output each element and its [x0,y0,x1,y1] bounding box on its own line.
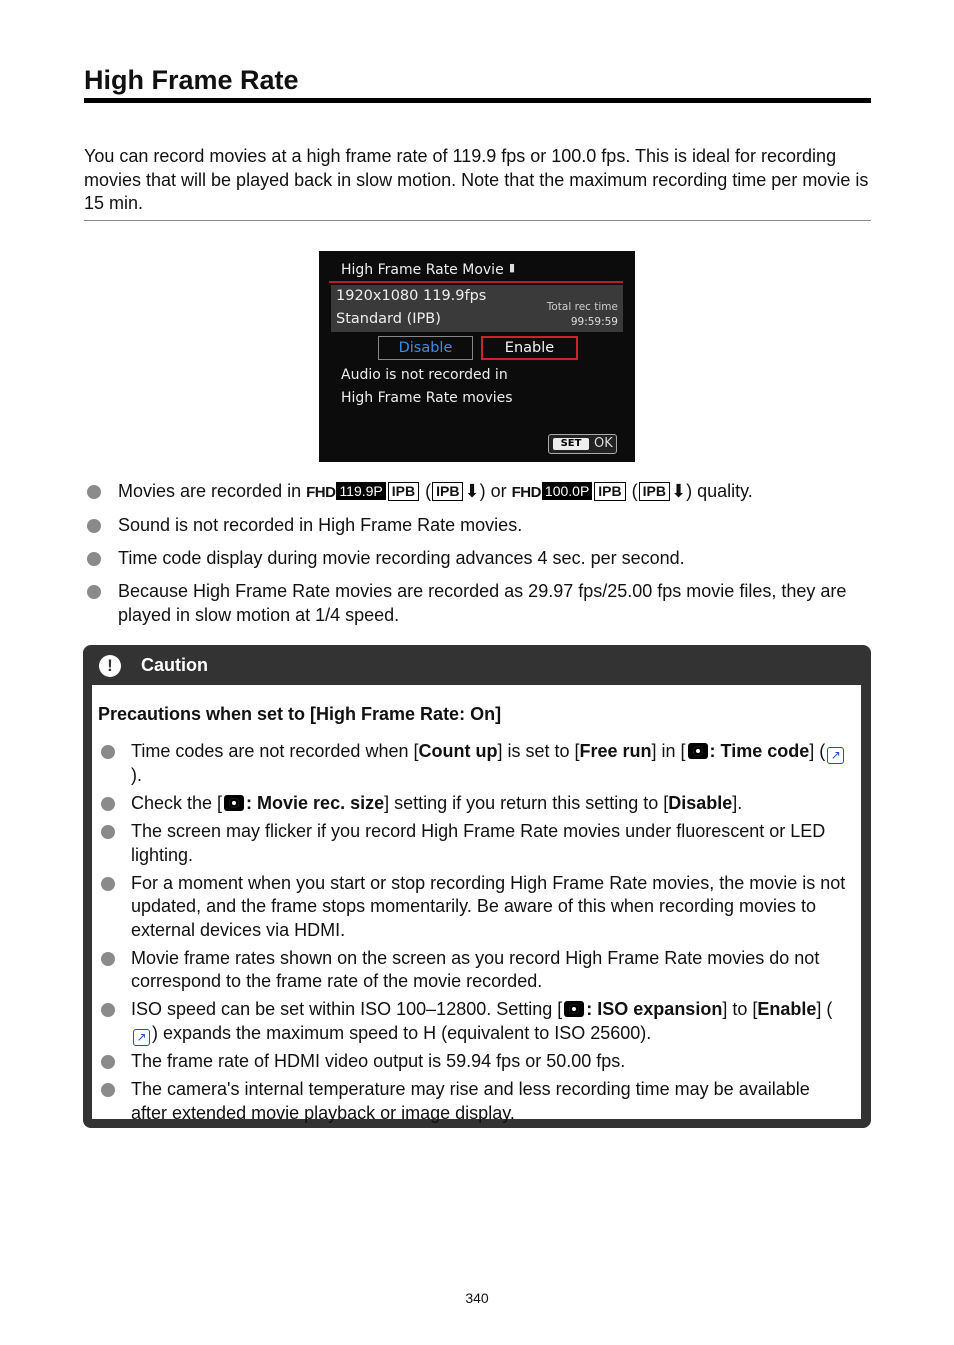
text: The camera's internal temperature may rise and less recording time may be available after extended movie playback or image display. [131,1079,810,1123]
caution-title: Caution [141,655,208,675]
disable-label: Disable [668,793,733,813]
caution-header [83,645,871,685]
bullet-icon [87,585,101,599]
download-icon: ⬇ [670,481,687,501]
caution-body [92,685,861,1123]
text: ] ( [816,999,833,1019]
title-rule [84,98,871,103]
camera-settings-icon [564,1001,584,1017]
set-ok-button[interactable] [548,434,617,454]
ok-label: OK [594,436,613,451]
text: ]. [732,793,743,813]
screen-info-panel [331,285,623,332]
text: Check the [ [131,793,223,813]
page-number: 340 [465,1290,489,1306]
count-up-label: Count up [418,741,498,761]
iso-expansion-label: : ISO expansion [586,999,723,1019]
list-item [98,998,848,1046]
list-item: Movies are recorded in FHD 119.9P IPB ( IPB ⬇) or FHD 100.0P IPB ( IPB ⬇) quality. [84,480,870,505]
caution-box [83,645,871,1128]
list-item [98,872,848,943]
ipb-light-icon: IPB [432,482,463,501]
feature-list [84,480,870,637]
movie-rec-size-label: : Movie rec. size [246,793,385,813]
intro-rule [84,220,871,221]
bullet-icon [101,1003,115,1017]
framerate-100-icon: 100.0P [542,482,592,500]
bullet-icon [101,797,115,811]
text: ). [131,765,142,785]
bullet-icon [87,485,101,499]
header-underline [329,281,623,283]
text: Movie frame rates shown on the screen as you record High Frame Rate movies do not correspond to the frame rate of the movie recorded. [131,947,820,991]
total-rec-value: 99:59:59 [570,316,618,328]
bullet-text: Movies are recorded in [118,481,302,501]
camera-icon [224,795,244,811]
bullet-text: Because High Frame Rate movies are recorded as 29.97 fps/25.00 fps movie files, they are played in slow motion at 1/4 speed. [118,581,847,625]
bullet-icon [101,1055,115,1069]
free-run-label: Free run [579,741,652,761]
list-item [98,792,848,816]
set-key-icon: SET [553,438,589,450]
link-icon[interactable]: ↗ [133,1029,150,1046]
bullet-text: Time code display during movie recording advances 4 sec. per second. [118,548,685,568]
screen-header: High Frame Rate Movie [341,262,504,278]
bullet-icon [101,877,115,891]
page-title: High Frame Rate [84,65,299,95]
bullet-icon [101,952,115,966]
ipb-icon: IPB [594,482,625,501]
list-item [84,580,870,627]
screen-message-line2: High Frame Rate movies [341,390,513,406]
text: For a moment when you start or stop recording High Frame Rate movies, the movie is not updated, and the frame stops momentarily. Be aware of this when recording movies to external devices via HDMI. [131,872,846,940]
disable-option[interactable]: Disable [378,336,473,360]
caution-list [98,740,848,1130]
list-item [98,820,848,867]
text: Time codes are not recorded when [ [131,741,419,761]
screen-message-line1: Audio is not recorded in [341,367,508,383]
camera-menu-screenshot [319,251,635,462]
text: ISO speed can be set within ISO 100–12800. Setting [ [131,999,563,1019]
caution-subheading: Precautions when set to [High Frame Rate: On] [98,704,502,724]
list-item [98,1078,848,1125]
quality-text: quality. [697,481,753,501]
bullet-icon [101,825,115,839]
list-item [98,1050,848,1074]
text: ] to [ [722,999,758,1019]
bullet-icon [87,519,101,533]
total-rec-label: Total rec time [546,301,618,313]
list-item [98,740,848,788]
fhd-icon: FHD [511,484,541,501]
standard-text: Standard (IPB) [336,311,441,327]
text: The frame rate of HDMI video output is 59.94 fps or 50.00 fps. [131,1051,626,1071]
bullet-text: Sound is not recorded in High Frame Rate movies. [118,515,523,535]
bullet-icon [87,552,101,566]
list-item [84,547,870,571]
bullet-icon [101,1083,115,1097]
ipb-light-icon: IPB [639,482,670,501]
warning-icon: ! [99,655,121,677]
text: The screen may flicker if you record High Frame Rate movies under fluorescent or LED lighting. [131,821,826,865]
or-text: or [490,481,507,501]
framerate-119-icon: 119.9P [336,482,385,500]
resolution-text: 1920x1080 119.9fps [336,288,487,304]
text: ] setting if you return this setting to [ [384,793,669,813]
camera-icon [688,743,708,759]
intro-paragraph: You can record movies at a high frame rate of 119.9 fps or 100.0 fps. This is ideal for recording movies that will be played back in slow motion. Note that the maximum recording time per movie is 15 min. [84,146,869,213]
fhd-icon: FHD [306,484,336,501]
enable-option[interactable]: Enable [481,336,578,360]
text: ] is set to [ [497,741,580,761]
bullet-icon [101,745,115,759]
text: ] ( [809,741,826,761]
time-code-label: : Time code [709,741,810,761]
list-item [98,947,848,994]
text: ) expands the maximum speed to H (equivalent to ISO 25600). [152,1022,652,1043]
ipb-icon: IPB [388,482,419,501]
movie-h-icon: ▮ [509,261,516,274]
link-icon[interactable]: ↗ [827,747,844,764]
text: ] in [ [651,741,686,761]
enable-label: Enable [757,999,817,1019]
download-icon: ⬇ [464,481,480,501]
list-item [84,514,870,538]
